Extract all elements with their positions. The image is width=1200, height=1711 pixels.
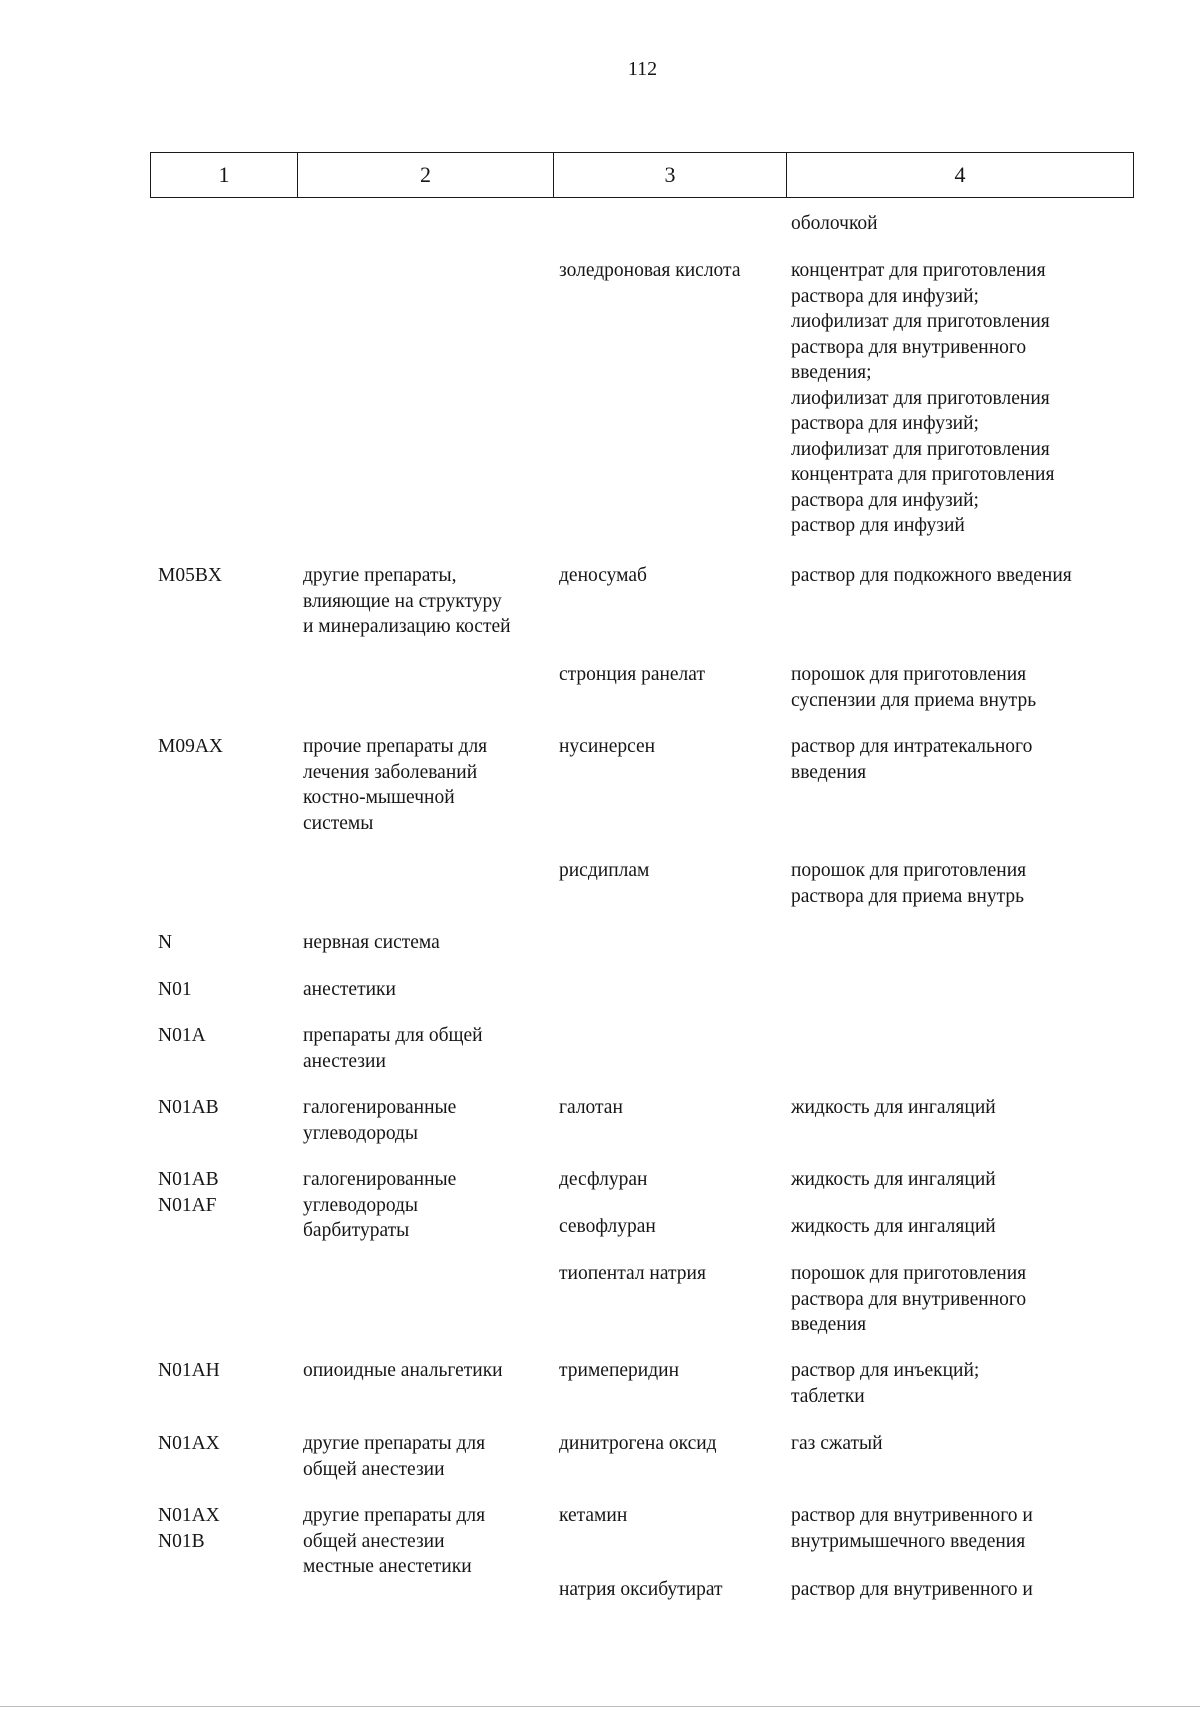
atc-code-cell: N01AX: [158, 1433, 220, 1454]
drug-name-cell: рисдиплам: [559, 860, 650, 881]
column-header-row: [150, 152, 1134, 198]
dosage-form-cell: газ сжатый: [791, 1433, 883, 1454]
drug-name-cell: золедроновая кислота: [559, 260, 741, 281]
drug-name-cell: тримеперидин: [559, 1360, 680, 1381]
page-number: 112: [627, 58, 658, 80]
atc-code-cell: M05BX: [158, 565, 222, 586]
group-name-cell: препараты для общей анестезии: [303, 1025, 483, 1072]
group-name-cell: прочие препараты для лечения заболеваний костно-мышечной системы: [303, 736, 488, 834]
dosage-form-cell: порошок для приготовления суспензии для приема внутрь: [791, 664, 1037, 711]
group-name-cell: нервная система: [303, 932, 440, 953]
group-name-cell: опиоидные анальгетики: [303, 1360, 503, 1381]
drug-name-cell: галотан: [559, 1097, 623, 1118]
dosage-form-cell: порошок для приготовления раствора для приема внутрь: [791, 860, 1027, 907]
atc-code-cell: M09AX: [158, 736, 224, 757]
dosage-form-cell: порошок для приготовления раствора для внутривенного введения: [791, 1263, 1027, 1335]
column-header-2: 2: [298, 153, 554, 197]
drug-name-cell: десфлуран: [559, 1169, 648, 1190]
group-name-cell: другие препараты для общей анестезии местные анестетики: [303, 1505, 486, 1577]
dosage-form-cell: раствор для внутривенного и внутримышечного введения: [791, 1505, 1033, 1552]
drug-name-cell: нусинерсен: [559, 736, 656, 757]
group-name-cell: другие препараты для общей анестезии: [303, 1433, 486, 1480]
dosage-form-cell: раствор для инъекций; таблетки: [791, 1360, 980, 1407]
dosage-form-cell: жидкость для ингаляций: [791, 1097, 996, 1118]
drug-name-cell: деносумаб: [559, 565, 647, 586]
column-header-3: 3: [554, 153, 787, 197]
column-header-4: 4: [954, 162, 966, 187]
atc-code-cell: N01AB N01AF: [158, 1169, 219, 1216]
drug-name-cell: кетамин: [559, 1505, 628, 1526]
atc-code-cell: N01A: [158, 1025, 206, 1046]
drug-name-cell: тиопентал натрия: [559, 1263, 706, 1284]
dosage-form-cell: раствор для интратекального введения: [791, 736, 1033, 783]
drug-name-cell: севофлуран: [559, 1216, 656, 1237]
group-name-cell: другие препараты, влияющие на структуру и минерализацию костей: [303, 565, 511, 637]
dosage-form-cell: раствор для внутривенного и: [791, 1579, 1033, 1600]
group-name-cell: анестетики: [303, 979, 396, 1000]
dosage-form-cell: раствор для подкожного введения: [791, 565, 1072, 586]
scan-edge-divider: [0, 1706, 1200, 1707]
atc-code-cell: N01AX N01B: [158, 1505, 220, 1552]
dosage-form-cell: жидкость для ингаляций: [791, 1216, 996, 1237]
dosage-form-cell: жидкость для ингаляций: [791, 1169, 996, 1190]
dosage-form-cell: концентрат для приготовления раствора для инфузий; лиофилизат для приготовления раствора для внутривенного введения; лиофилизат для приготовления раствора для инфузий; лиофилизат для приготовления концентрата для приготовления раствора для инфузий; раствор для инфузий: [791, 260, 1055, 536]
atc-code-cell: N01AB: [158, 1097, 219, 1118]
group-name-cell: галогенированные углеводороды: [303, 1097, 457, 1144]
drug-name-cell: динитрогена оксид: [559, 1433, 717, 1454]
column-header-1: 1: [151, 153, 298, 197]
atc-code-cell: N: [158, 932, 173, 953]
atc-code-cell: N01: [158, 979, 192, 1000]
group-name-cell: галогенированные углеводороды барбитураты: [303, 1169, 457, 1241]
dosage-form-cell: оболочкой: [791, 213, 878, 234]
drug-name-cell: стронция ранелат: [559, 664, 705, 685]
drug-name-cell: натрия оксибутират: [559, 1579, 723, 1600]
atc-code-cell: N01AH: [158, 1360, 220, 1381]
